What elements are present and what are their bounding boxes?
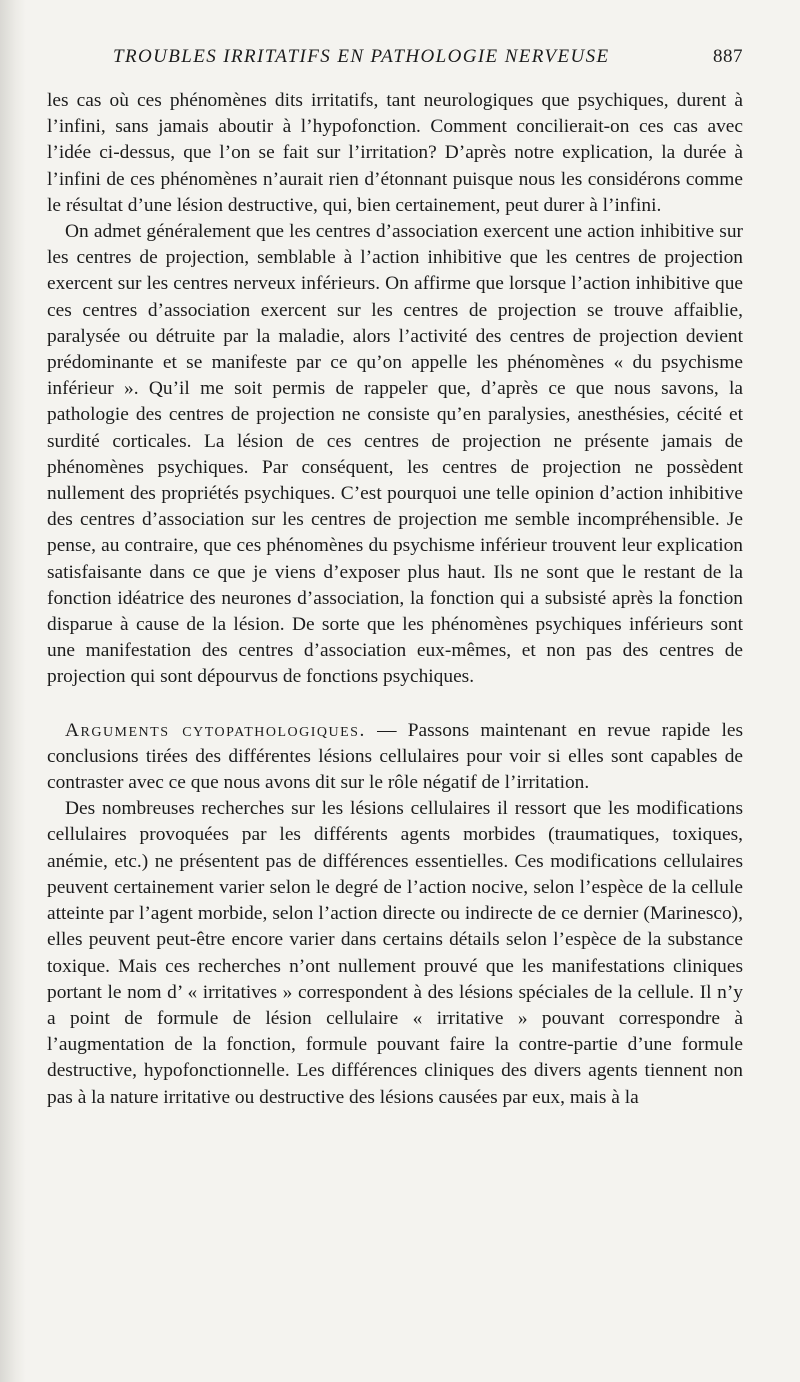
page-number: 887 — [713, 46, 743, 67]
scan-shadow-edge — [0, 0, 26, 1382]
paragraph-continuation: les cas où ces phénomènes dits irritatifs, tant neurologiques que psychiques, durent à l’infini, sans jamais aboutir à l’hypofonction. Comment concilierait-on ces cas avec l’idée ci-dessus, que l’on se fait sur l’irritation? D’après notre explication, la durée à l’infini de ces phénomènes n’aurait rien d’étonnant puisque nous les considérons comme le résultat d’une lésion destructive, qui, bien certainement, peut durer à l’infini. — [47, 90, 743, 216]
running-title: TROUBLES IRRITATIFS EN PATHOLOGIE NERVEUSE — [113, 46, 610, 67]
paragraph-inhibitive-action: On admet généralement que les centres d’association exercent une action inhibitive sur les centres de projection, semblable à l’action inhibitive que les centres de projection exercent sur les centres nerveux inférieurs. On affirme que lorsque l’action inhibitive que ces centres d’association exercent sur les centres de projection se trouve affaiblie, paralysée ou détruite par la maladie, alors l’activité des centres de projection devient prédominante et se manifeste par ce qu’on appelle les phénomènes « du psychisme inférieur ». Qu’il me soit permis de rappeler que, d’après ce que nous savons, la pathologie des centres de projection ne consiste qu’en paralysies, anesthésies, cécité et surdité corticales. La lésion de ces centres de projection ne présente jamais de phénomènes psychiques. Par conséquent, les centres de projection ne possèdent nullement des propriétés psychiques. C’est pourquoi une telle opinion d’action inhibitive des centres d’association sur les centres de projection me semble incompréhensible. Je pense, au contraire, que ces phénomènes du psychisme inférieur trouvent leur explication satisfaisante dans ce que je viens d’exposer plus haut. Ils ne sont que le restant de la fonction idéatrice des neurones d’association, la fonction qui a subsisté après la fonction disparue à cause de la lésion. De sorte que les phénomènes psychiques inférieurs sont une manifestation des centres d’association eux-mêmes, et non pas des centres de projection qui sont dépourvus de fonctions psychiques. — [47, 221, 743, 688]
book-page — [47, 44, 743, 1111]
section-heading: Arguments cytopathologiques. — [65, 719, 366, 741]
paragraph-cytopathological-arguments — [47, 718, 743, 797]
running-header — [47, 44, 743, 74]
section-intro-text: — Passons maintenant en revue rapide les conclusions tirées des différentes lésions cellulaires pour voir si elles sont capables de contraster avec ce que nous avons dit sur le rôle négatif de l’irritation. — [47, 719, 743, 794]
paragraph-cellular-lesions: Des nombreuses recherches sur les lésions cellulaires il ressort que les modifications cellulaires provoquées par les différents agents morbides (traumatiques, toxiques, anémie, etc.) ne présentent pas de différences essentielles. Ces modifications cellulaires peuvent certainement varier selon le degré de l’action nocive, selon l’espèce de la cellule atteinte par l’agent morbide, selon l’action directe ou indirecte de ce dernier (Marinesco), elles peuvent peut-être encore varier dans certains détails selon l’espèce de la substance toxique. Mais ces recherches n’ont nullement prouvé que les manifestations cliniques portant le nom d’ « irritatives » correspondent à des lésions spéciales de la cellule. Il n’y a point de formule de lésion cellulaire « irritative » pouvant correspondre à l’augmentation de la fonction, formule pouvant faire la contre-partie d’une formule destructive, hypofonctionnelle. Les différences cliniques des divers agents tiennent non pas à la nature irritative ou destructive des lésions causées par eux, mais à la — [47, 798, 743, 1108]
